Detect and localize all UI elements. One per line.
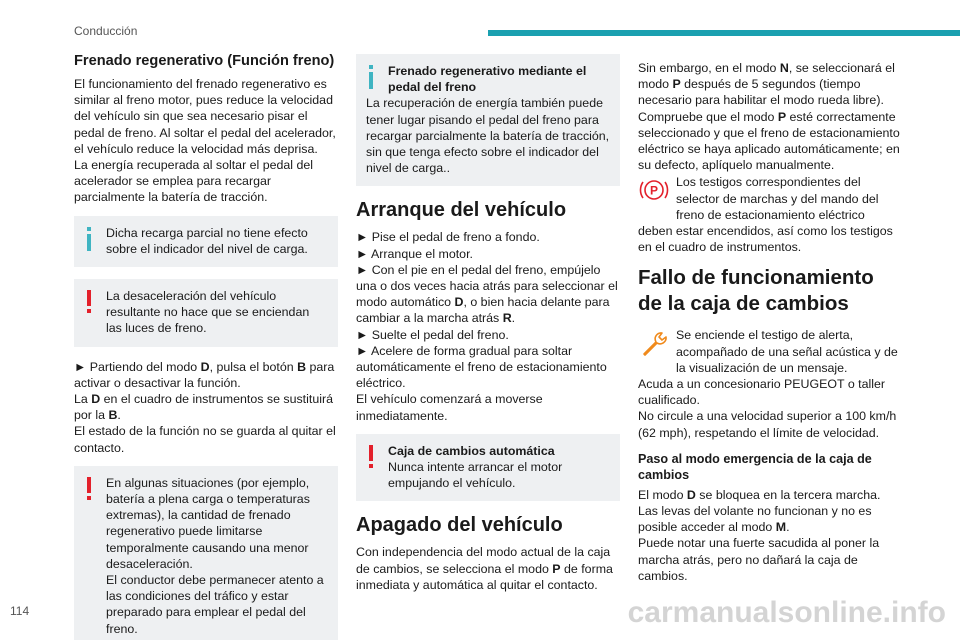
text: Acuda a un concesionario PEUGEOT o taller cualificado. <box>638 377 886 408</box>
subheading-emergency-mode: Paso al modo emergencia de la caja de cambios <box>638 451 872 482</box>
text: de forma inmediata y automática al quitar el contacto. <box>356 561 613 592</box>
text: . <box>786 520 790 535</box>
text: . <box>117 408 121 423</box>
mode-letter: D <box>200 359 210 374</box>
text: ► Con el pie en el pedal del freno, empújelo una o dos veces hacia atrás para seleccionar el modo automático <box>356 262 618 310</box>
text: El estado de la función no se guarda al quitar el contacto. <box>74 424 336 455</box>
text: se bloquea en la tercera marcha. <box>695 487 881 502</box>
text: ► Suelte el pedal del freno. <box>356 327 509 342</box>
button-letter: B <box>297 359 307 374</box>
text: Con independencia del modo actual de la caja de cambios, se selecciona el modo <box>356 545 611 576</box>
note-title: Caja de cambios automática <box>388 443 555 458</box>
text: No circule a una velocidad superior a 100 km/h (62 mph), respetando el límite de velocidad. <box>638 409 897 440</box>
parking-glyph: P <box>649 183 659 198</box>
text: esté correctamente seleccionado y que el freno de estacionamiento eléctrico se haya aplicado automáticamente; en su defecto, aplíquelo manualmente. <box>638 109 900 173</box>
mode-letter: P <box>777 109 787 124</box>
heading-gearbox-malfunction: Fallo de funcionamiento de la caja de cambios <box>638 266 874 316</box>
text: Los testigos correspondientes del selector de marchas y del mando del freno de estacionamiento eléctrico deben estar encendidos, así como los testigos en el cuadro de instrumentos. <box>638 175 893 255</box>
mode-letter: D <box>686 487 696 502</box>
paragraph <box>74 76 338 206</box>
mode-letter: D <box>454 295 464 310</box>
info-note <box>356 54 620 186</box>
text: , pulsa el botón <box>209 359 298 374</box>
warning-icon <box>86 477 96 503</box>
text: La <box>74 392 92 407</box>
warning-icon <box>368 445 378 471</box>
column-3 <box>638 60 900 594</box>
paragraph <box>638 174 900 255</box>
text: ► Acelere de forma gradual para soltar automáticamente el freno de estacionamiento eléctrico. <box>356 343 607 391</box>
text: Se enciende el testigo de alerta, acompañado de una señal acústica y de la visualización de un mensaje. <box>676 328 898 375</box>
info-icon <box>368 65 378 91</box>
warning-note <box>356 434 620 502</box>
watermark: carmanualsonline.info <box>627 596 946 629</box>
page-number: 114 <box>10 604 30 618</box>
mode-letter: P <box>552 561 561 576</box>
button-letter: B <box>108 408 118 423</box>
paragraph <box>356 544 620 593</box>
text: La recuperación de energía también puede tener lugar pisando el pedal del freno para recargar parcialmente la batería de tracción, sin que tenga efecto sobre el indicador del nivel de carga.. <box>366 96 610 176</box>
note-title: Frenado regenerativo mediante el pedal del freno <box>388 64 587 95</box>
parking-brake-icon <box>638 174 672 206</box>
paragraph <box>638 327 900 440</box>
heading-stop-vehicle: Apagado del vehículo <box>356 514 563 537</box>
note-text <box>366 63 610 176</box>
column-2 <box>356 52 620 603</box>
mode-letter: P <box>672 77 681 92</box>
header-accent-bar <box>488 30 960 36</box>
text: . <box>511 311 516 326</box>
info-icon <box>86 227 96 253</box>
text: ► Partiendo del modo <box>74 359 201 374</box>
paragraph <box>638 60 900 173</box>
warning-icon <box>86 290 96 316</box>
note-text <box>84 475 328 637</box>
text: El vehículo comenzará a moverse inmediatamente. <box>356 392 543 423</box>
mode-letter: D <box>91 392 101 407</box>
text: ► Arranque el motor. <box>356 246 473 261</box>
text: en el cuadro de instrumentos se sustituirá por la <box>74 392 333 423</box>
text: El funcionamiento del frenado regenerativo es similar al freno motor, pues reduce la velocidad del vehículo sin que sea necesario pisar el pedal de freno. Al soltar el pedal del acelerador, el vehículo reduce la velocidad más deprisa. <box>74 77 336 156</box>
paragraph <box>74 359 338 456</box>
text: para activar o desactivar la función. <box>74 359 335 390</box>
text: La energía recuperada al soltar el pedal del acelerador se emplea para recargar parcialmente la batería de tracción. <box>74 158 314 205</box>
mode-letter: N <box>779 61 789 75</box>
text: Nunca intente arrancar el motor empujando el vehículo. <box>388 460 563 491</box>
text: , o bien hacia delante para cambiar a la marcha atrás <box>356 295 610 326</box>
heading-regenerative-braking: Frenado regenerativo (Función freno) <box>74 53 335 69</box>
note-text <box>366 443 610 492</box>
wrench-icon <box>638 327 672 359</box>
text: El modo <box>638 487 687 502</box>
column-1 <box>74 52 338 640</box>
text: ► Pise el pedal de freno a fondo. <box>356 230 540 245</box>
text: El conductor debe permanecer atento a las condiciones del tráfico y estar preparado para emplear el pedal del freno. <box>106 573 324 636</box>
section-title: Conducción <box>74 24 138 38</box>
mode-letter: M <box>775 520 787 535</box>
text: Compruebe que el modo <box>638 109 778 124</box>
warning-note <box>74 279 338 347</box>
heading-start-vehicle: Arranque del vehículo <box>356 199 567 222</box>
mode-letter: R <box>502 311 512 326</box>
text: Puede notar una fuerte sacudida al poner la marcha atrás, pero no dañará la caja de cambios. <box>638 536 880 583</box>
info-note <box>74 216 338 267</box>
text: después de 5 segundos (tiempo necesario para habilitar el modo rueda libre). <box>638 77 884 108</box>
note-text: La desaceleración del vehículo resultante no hace que se enciendan las luces de freno. <box>106 289 310 336</box>
paragraph <box>638 487 900 584</box>
warning-note <box>74 466 338 640</box>
note-text: Dicha recarga parcial no tiene efecto sobre el indicador del nivel de carga. <box>106 225 308 256</box>
text: , se seleccionará el modo <box>638 61 895 92</box>
text: Las levas del volante no funcionan y no es posible acceder al modo <box>638 504 872 535</box>
paragraph <box>356 229 620 423</box>
text: En algunas situaciones (por ejemplo, batería a plena carga o temperaturas extremas), la cantidad de frenado regenerativo puede limitarse temporalmente causando una menor desaceleración. <box>106 475 310 571</box>
text: Sin embargo, en el modo <box>638 61 780 75</box>
